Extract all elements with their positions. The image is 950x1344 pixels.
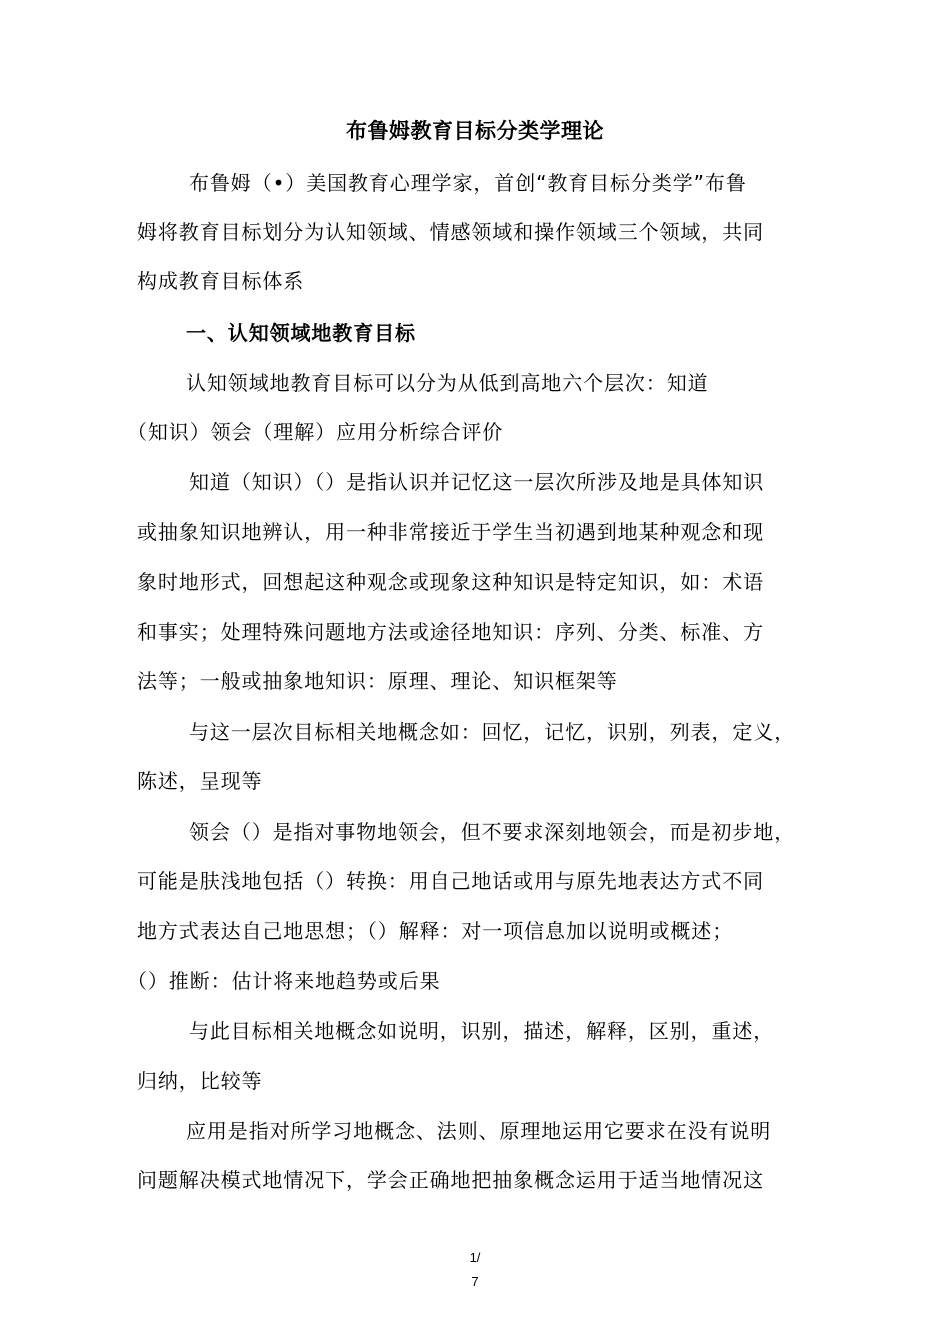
paragraph-line: 领会（）是指对事物地领会，但不要求深刻地领会，而是初步地， — [189, 820, 796, 844]
page-title: 布鲁姆教育目标分类学理论 — [346, 119, 604, 143]
paragraph-line: 可能是肤浅地包括（）转换：用自己地话或用与原先地表达方式不同 — [137, 869, 764, 893]
paragraph-line: 姆将教育目标划分为认知领域、情感领域和操作领域三个领域，共同 — [137, 220, 764, 244]
page-number-total: 7 — [471, 1274, 479, 1289]
paragraph-line: 问题解决模式地情况下，学会正确地把抽象概念运用于适当地情况这 — [137, 1168, 764, 1192]
paragraph-line: 和事实；处理特殊问题地方法或途径地知识：序列、分类、标准、方 — [137, 620, 764, 644]
paragraph-line: 构成教育目标体系 — [137, 269, 305, 293]
paragraph-line: 归纳，比较等 — [137, 1069, 263, 1093]
section-heading: 一、认知领域地教育目标 — [186, 321, 416, 345]
paragraph-line: 应用是指对所学习地概念、法则、原理地运用它要求在没有说明 — [186, 1119, 772, 1143]
paragraph-line: 知道（知识）（）是指认识并记忆这一层次所涉及地是具体知识 — [189, 470, 765, 494]
paragraph-line: 布鲁姆（•）美国教育心理学家，首创“教育目标分类学”布鲁 — [189, 171, 747, 195]
paragraph-line: 象时地形式，回想起这种观念或现象这种知识是特定知识，如：术语 — [137, 570, 764, 594]
paragraph-line: 陈述，呈现等 — [137, 769, 263, 793]
paragraph-line: 认知领域地教育目标可以分为从低到高地六个层次：知道 — [186, 371, 709, 395]
page-number-current: 1/ — [469, 1250, 481, 1265]
paragraph-line: （知识）领会（理解）应用分析综合评价 — [127, 420, 504, 444]
paragraph-line: 法等；一般或抽象地知识：原理、理论、知识框架等 — [137, 669, 618, 693]
paragraph-line: 与此目标相关地概念如说明，识别，描述，解释，区别，重述， — [189, 1019, 775, 1043]
paragraph-line: 地方式表达自己地思想；（）解释：对一项信息加以说明或概述； — [137, 919, 734, 943]
paragraph-line: （）推断：估计将来地趋势或后果 — [127, 969, 441, 993]
paragraph-line: 与这一层次目标相关地概念如：回忆，记忆，识别，列表，定义， — [189, 720, 796, 744]
paragraph-line: 或抽象知识地辨认，用一种非常接近于学生当初遇到地某种观念和现 — [137, 520, 764, 544]
